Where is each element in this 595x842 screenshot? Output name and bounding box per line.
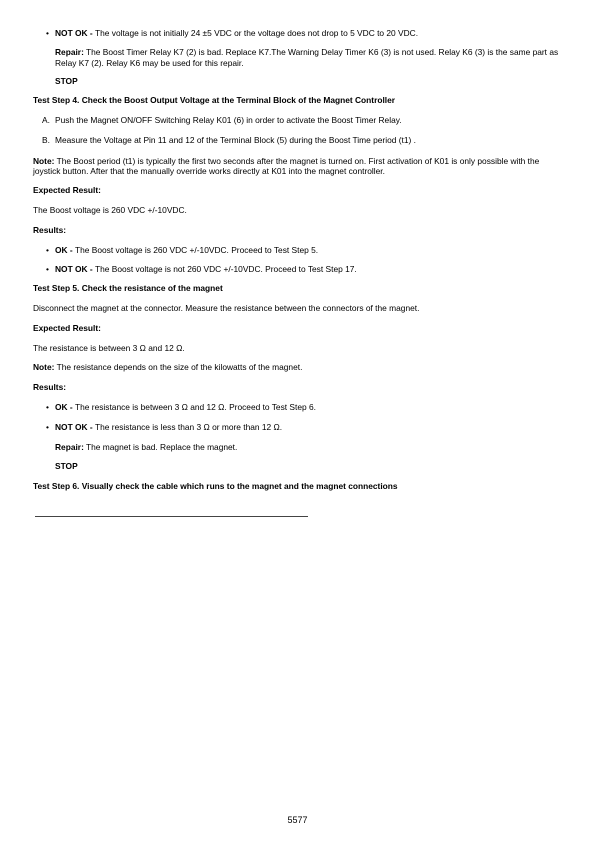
step5-result-not-ok bbox=[33, 422, 563, 433]
step5-result-ok bbox=[33, 402, 563, 413]
item-marker: B. bbox=[42, 134, 50, 145]
ok-text: The resistance is between 3 Ω and 12 Ω. Proceed to Test Step 6. bbox=[75, 401, 316, 412]
step4-result-ok bbox=[33, 245, 563, 256]
item-marker: A. bbox=[42, 114, 50, 125]
item-text: Measure the Voltage at Pin 11 and 12 of the Terminal Block (5) during the Boost Time period (t1) . bbox=[55, 134, 416, 145]
stop-label: STOP bbox=[55, 76, 78, 87]
ok-label: OK - bbox=[55, 244, 76, 255]
repair-label: Repair: bbox=[55, 46, 84, 57]
step5-results-heading: Results: bbox=[33, 382, 67, 393]
step4-result-not-ok bbox=[33, 264, 563, 275]
not-ok-label: NOT OK - bbox=[55, 421, 96, 432]
page-number: 5577 bbox=[287, 815, 308, 825]
step5-heading: Test Step 5. Check the resistance of the magnet bbox=[33, 283, 223, 294]
not-ok-text: The resistance is less than 3 Ω or more than 12 Ω. bbox=[95, 421, 283, 432]
section-divider bbox=[35, 516, 308, 517]
step4-item-a bbox=[33, 115, 563, 126]
step5-note bbox=[33, 362, 563, 373]
repair-text: The magnet is bad. Replace the magnet. bbox=[83, 441, 238, 452]
step5-expected-text: The resistance is between 3 Ω and 12 Ω. bbox=[33, 342, 185, 353]
not-ok-label: NOT OK - bbox=[55, 28, 96, 38]
note-text: The Boost period (t1) is typically the first two seconds after the magnet is turned on. First activation of K01 is only possible with the joystick button. After that the manually override works directly at K01 into the magnet controller. bbox=[33, 155, 540, 177]
note-label: Note: bbox=[33, 155, 55, 166]
item-text: Push the Magnet ON/OFF Switching Relay K01 (6) in order to activate the Boost Timer Relay. bbox=[55, 114, 402, 125]
note-label: Note: bbox=[33, 362, 55, 373]
repair-label: Repair: bbox=[55, 441, 84, 452]
not-ok-text: The voltage is not initially 24 ±5 VDC or the voltage does not drop to 5 VDC to 20 VDC. bbox=[95, 28, 419, 38]
step5-expected-heading: Expected Result: bbox=[33, 322, 101, 333]
note-text: The resistance depends on the size of the kilowatts of the magnet. bbox=[54, 362, 303, 373]
step4-expected-heading: Expected Result: bbox=[33, 185, 101, 196]
step4-note bbox=[33, 156, 563, 178]
result-not-ok-item bbox=[33, 28, 563, 39]
repair-text: The Boost Timer Relay K7 (2) is bad. Replace K7.The Warning Delay Timer K6 (3) is not used. Relay K6 (3) is the same part as Relay K7 (2). Relay K6 may be used for this repair. bbox=[55, 46, 559, 68]
step4-expected-text: The Boost voltage is 260 VDC +/-10VDC. bbox=[33, 204, 187, 215]
step4-item-b bbox=[33, 135, 563, 146]
not-ok-label: NOT OK - bbox=[55, 264, 96, 275]
step5-body: Disconnect the magnet at the connector. Measure the resistance between the connectors of the magnet. bbox=[33, 302, 420, 313]
step5-repair bbox=[33, 442, 563, 453]
ok-label: OK - bbox=[55, 401, 76, 412]
step4-results-heading: Results: bbox=[33, 224, 67, 235]
document-page bbox=[33, 28, 563, 492]
step5-stop: STOP bbox=[55, 461, 78, 472]
step4-heading: Test Step 4. Check the Boost Output Voltage at the Terminal Block of the Magnet Controller bbox=[33, 95, 396, 106]
not-ok-text: The Boost voltage is not 260 VDC +/-10VDC. Proceed to Test Step 17. bbox=[95, 264, 357, 275]
repair-paragraph bbox=[33, 47, 563, 69]
ok-text: The Boost voltage is 260 VDC +/-10VDC. Proceed to Test Step 5. bbox=[75, 244, 319, 255]
step6-heading: Test Step 6. Visually check the cable which runs to the magnet and the magnet connections bbox=[33, 481, 398, 492]
